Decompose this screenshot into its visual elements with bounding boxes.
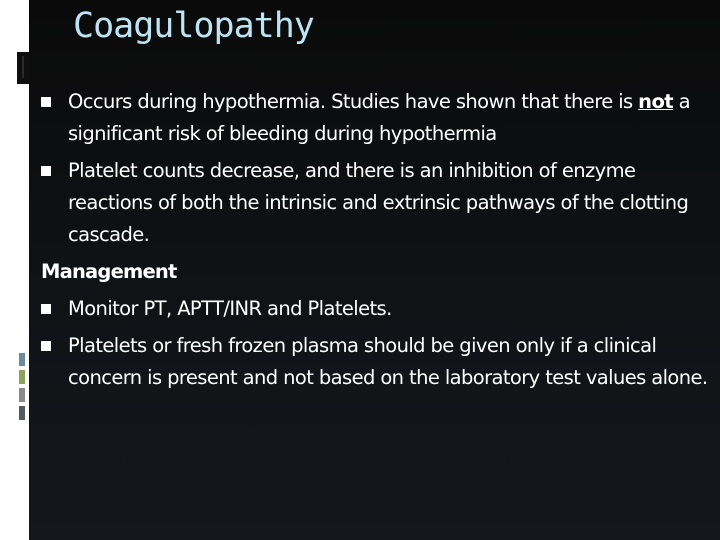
section-heading: Management — [41, 260, 177, 283]
bullet-text: Platelet counts decrease, and there is an inhibition of enzyme reactions of both the intrinsic and extrinsic pathways of the clotting cascade. — [68, 159, 689, 246]
accent-mark-dark — [19, 406, 25, 420]
bullet-text: Platelets or fresh frozen plasma should be given only if a clinical concern is present and not based on the laboratory test values alone. — [68, 334, 708, 389]
accent-mark-green — [19, 370, 25, 384]
accent-mark-gray — [19, 388, 25, 402]
bullet-item — [41, 330, 716, 394]
accent-mark-blue — [19, 353, 25, 366]
square-bullet-icon — [41, 97, 51, 107]
bullet-text: Monitor PT, APTT/INR and Platelets. — [68, 297, 392, 320]
bullet-item — [41, 86, 716, 150]
bullet-item — [41, 293, 716, 325]
slide-title: Coagulopathy — [73, 6, 314, 46]
bullet-item — [41, 155, 716, 251]
square-bullet-icon — [41, 166, 51, 176]
accent-line — [22, 56, 24, 78]
square-bullet-icon — [41, 341, 51, 351]
slide-body — [41, 86, 716, 399]
bullet-text-after: a significant risk of bleeding during hypothermia — [68, 90, 690, 145]
bullet-text-before: Occurs during hypothermia. Studies have shown that there is — [68, 90, 639, 113]
bullet-emphasis: not — [638, 90, 673, 113]
bullet-text — [68, 90, 690, 145]
square-bullet-icon — [41, 304, 51, 314]
